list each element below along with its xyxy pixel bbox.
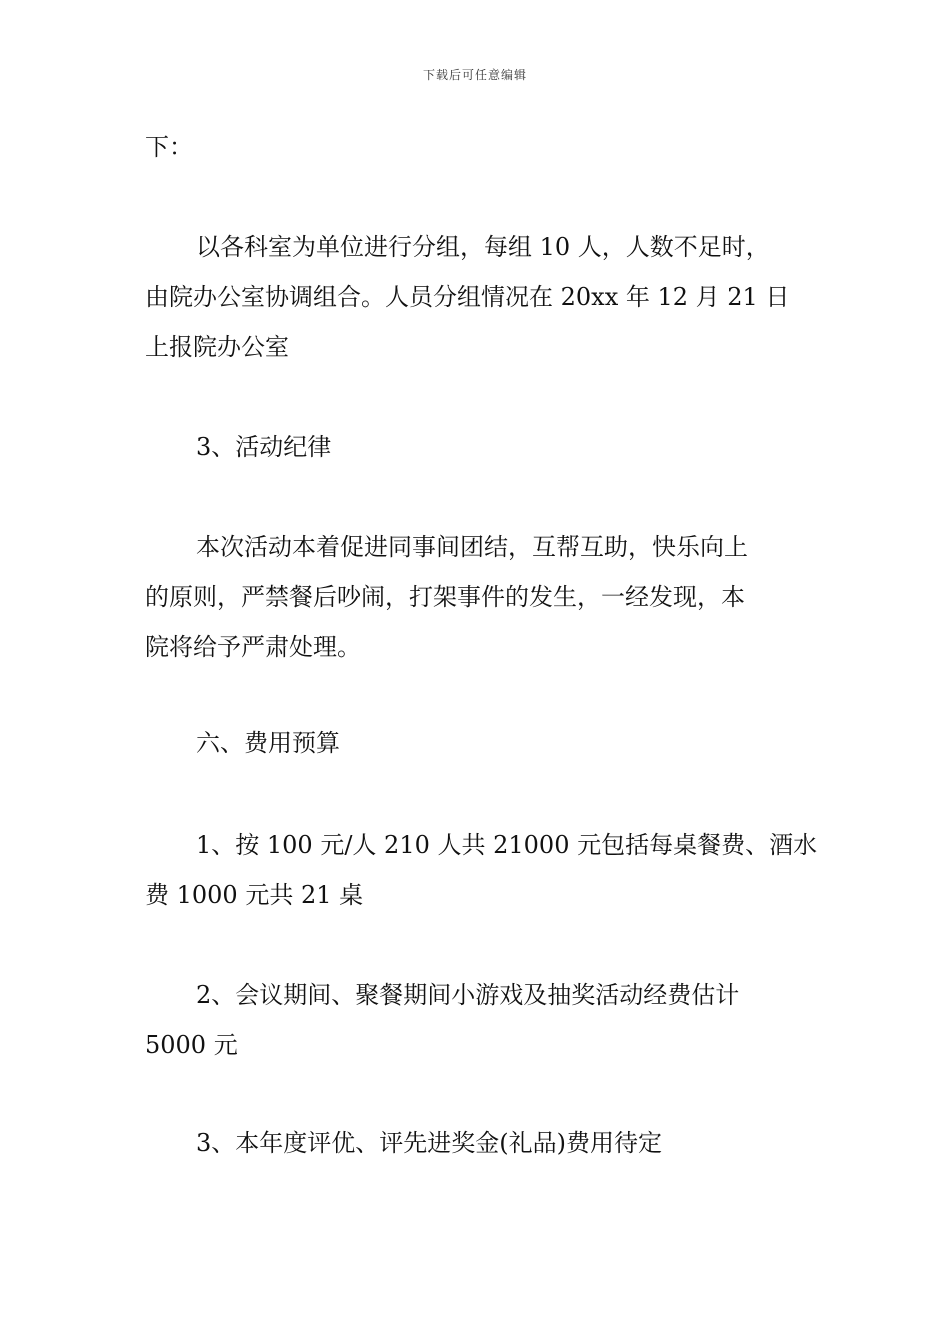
paragraph-grouping-line-2: 由院办公室协调组合。人员分组情况在 20xx 年 12 月 21 日 [145, 283, 790, 311]
paragraph-grouping-line-3: 上报院办公室 [145, 333, 289, 361]
budget-item-1-line-2: 费 1000 元共 21 桌 [145, 881, 364, 909]
section-heading-budget: 六、费用预算 [196, 729, 340, 757]
paragraph-discipline-line-1: 本次活动本着促进同事间团结，互帮互助，快乐向上 [196, 533, 748, 561]
paragraph-discipline-line-2: 的原则，严禁餐后吵闹，打架事件的发生，一经发现，本 [145, 583, 745, 611]
paragraph-discipline-line-3: 院将给予严肃处理。 [145, 633, 361, 661]
budget-item-2-line-2: 5000 元 [145, 1031, 238, 1059]
paragraph-grouping-line-1: 以各科室为单位进行分组，每组 10 人，人数不足时， [196, 233, 770, 261]
section-heading-discipline: 3、活动纪律 [196, 433, 332, 461]
budget-item-1-line-1: 1、按 100 元/人 210 人共 21000 元包括每桌餐费、酒水 [196, 831, 818, 859]
page-header-note: 下载后可任意编辑 [422, 68, 527, 82]
budget-item-3: 3、本年度评优、评先进奖金(礼品)费用待定 [196, 1129, 662, 1157]
text-line-continuation: 下： [145, 133, 193, 161]
budget-item-2-line-1: 2、会议期间、聚餐期间小游戏及抽奖活动经费估计 [196, 981, 740, 1009]
